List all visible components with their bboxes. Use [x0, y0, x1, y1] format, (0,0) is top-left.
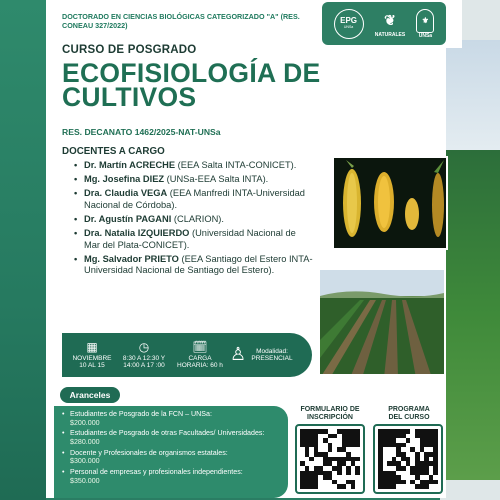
corn-ears-image	[334, 158, 448, 250]
arancel-price: $200.000	[70, 418, 100, 427]
docente-item	[74, 254, 314, 277]
epg-logo-text: EPG	[340, 15, 358, 25]
arancel-label: Estudiantes de Posgrado de otras Facultades/ Universidades:	[70, 429, 265, 438]
time-line2: 14:00 A 17 :00	[123, 362, 165, 369]
modalidad-line2: PRESENCIAL	[251, 355, 293, 362]
person-icon: ♙	[229, 344, 247, 364]
program-qr-label-line1: PROGRAMA	[388, 406, 430, 413]
aranceles-tag: Aranceles	[60, 387, 120, 403]
qr-pattern-icon	[300, 429, 360, 489]
docentes-list	[74, 160, 314, 279]
form-qr-label	[293, 406, 367, 422]
epg-logo	[334, 9, 364, 39]
doctorado-subtitle: DOCTORADO EN CIENCIAS BIOLÓGICAS CATEGORIZADO "A" (RES. CONEAU 327/2022)	[62, 12, 300, 30]
docente-item	[74, 228, 314, 251]
arancel-label: Personal de empresas y profesionales independientes:	[70, 468, 243, 477]
arancel-item	[62, 410, 288, 427]
arancel-item	[62, 429, 288, 446]
carga-line2: HORARIA: 60 h	[177, 362, 223, 369]
calendar-icon: ▦	[86, 339, 98, 354]
time-line1: 8:30 A 12:30 Y	[122, 354, 166, 362]
docente-name: Mg. Salvador PRIETO	[84, 253, 179, 264]
unsa-seal-icon: ⚜	[416, 9, 434, 33]
naturales-logo	[375, 10, 405, 38]
form-qr-label-line1: FORMULARIO DE	[300, 406, 360, 413]
logos-banner	[322, 2, 446, 45]
background-left-panel	[0, 0, 46, 500]
program-qr-label-line2: DEL CURSO	[388, 413, 430, 421]
crop-rows-image	[320, 270, 446, 376]
calendar-clock-icon: 🗓	[192, 339, 208, 354]
date-item	[66, 341, 118, 370]
docentes-heading: DOCENTES A CARGO	[62, 146, 165, 157]
docente-item	[74, 160, 314, 171]
form-qr-code[interactable]	[295, 424, 365, 494]
qr-pattern-icon	[378, 429, 438, 489]
carga-line1: CARGA	[188, 354, 212, 362]
docente-affiliation: (Universidad Nacional de Mar del Plata-CONICET).	[84, 228, 296, 250]
arancel-price: $300.000	[70, 457, 100, 466]
epg-seal-icon	[334, 9, 364, 39]
schedule-band	[62, 333, 312, 377]
resolution-label: RES. DECANATO 1462/2025-NAT-UNSa	[62, 127, 221, 137]
field-photo	[318, 268, 446, 376]
naturales-emblem-icon: ❦	[384, 12, 396, 28]
docente-affiliation: (UNSa-EEA Salta INTA).	[164, 174, 269, 185]
docente-item	[74, 188, 314, 211]
unsa-logo	[416, 9, 434, 39]
course-title-line2: CULTIVOS	[62, 82, 197, 112]
date-line2: 10 AL 15	[79, 362, 105, 369]
arancel-item	[62, 468, 288, 485]
docente-affiliation: (EEA Santiago del Estero INTA-Universidad Nacional de Santiago del Estero).	[84, 253, 313, 276]
time-item	[118, 341, 170, 370]
modalidad-item	[246, 348, 298, 363]
date-line1: NOVIEMBRE	[72, 354, 112, 362]
docente-affiliation: (EEA Salta INTA-CONICET).	[175, 160, 297, 170]
course-title	[62, 58, 362, 112]
carga-item	[170, 341, 230, 370]
docente-affiliation: (CLARION).	[171, 214, 224, 225]
arancel-label: Docente y Profesionales de organismos estatales:	[70, 448, 228, 457]
docente-name: Dra. Claudia VEGA	[84, 188, 168, 199]
arancel-price: $280.000	[70, 437, 100, 446]
unsa-logo-text: UNSa	[418, 32, 433, 39]
docente-name: Dr. Agustín PAGANI	[84, 214, 172, 225]
docente-affiliation: (EEA Manfredi INTA-Universidad Nacional de Córdoba).	[84, 188, 305, 210]
person-item	[229, 344, 247, 364]
form-qr-label-line2: INSCRIPCIÓN	[307, 413, 353, 421]
arancel-price: $350.000	[70, 476, 100, 485]
docente-name: Mg. Josefina DIEZ	[84, 174, 165, 185]
epg-logo-subtext: UNSa	[343, 24, 354, 29]
clock-icon: ◷	[138, 339, 150, 354]
arancel-label: Estudiantes de Posgrado de la FCN – UNSa:	[70, 410, 212, 418]
docente-item	[74, 174, 314, 185]
arancel-item	[62, 449, 288, 466]
modalidad-line1: Modalidad:	[256, 347, 288, 355]
program-qr-label	[371, 406, 447, 422]
docente-item	[74, 214, 314, 225]
aranceles-list	[62, 410, 288, 488]
corn-photo	[332, 156, 448, 250]
course-title-line1: ECOFISIOLOGÍA DE	[62, 58, 321, 88]
program-qr-code[interactable]	[373, 424, 443, 494]
naturales-logo-text: NATURALES	[374, 31, 406, 38]
docente-name: Dra. Natalia IZQUIERDO	[84, 228, 190, 239]
course-kicker: CURSO DE POSGRADO	[62, 44, 197, 56]
docente-name: Dr. Martín ACRECHE	[84, 160, 176, 170]
